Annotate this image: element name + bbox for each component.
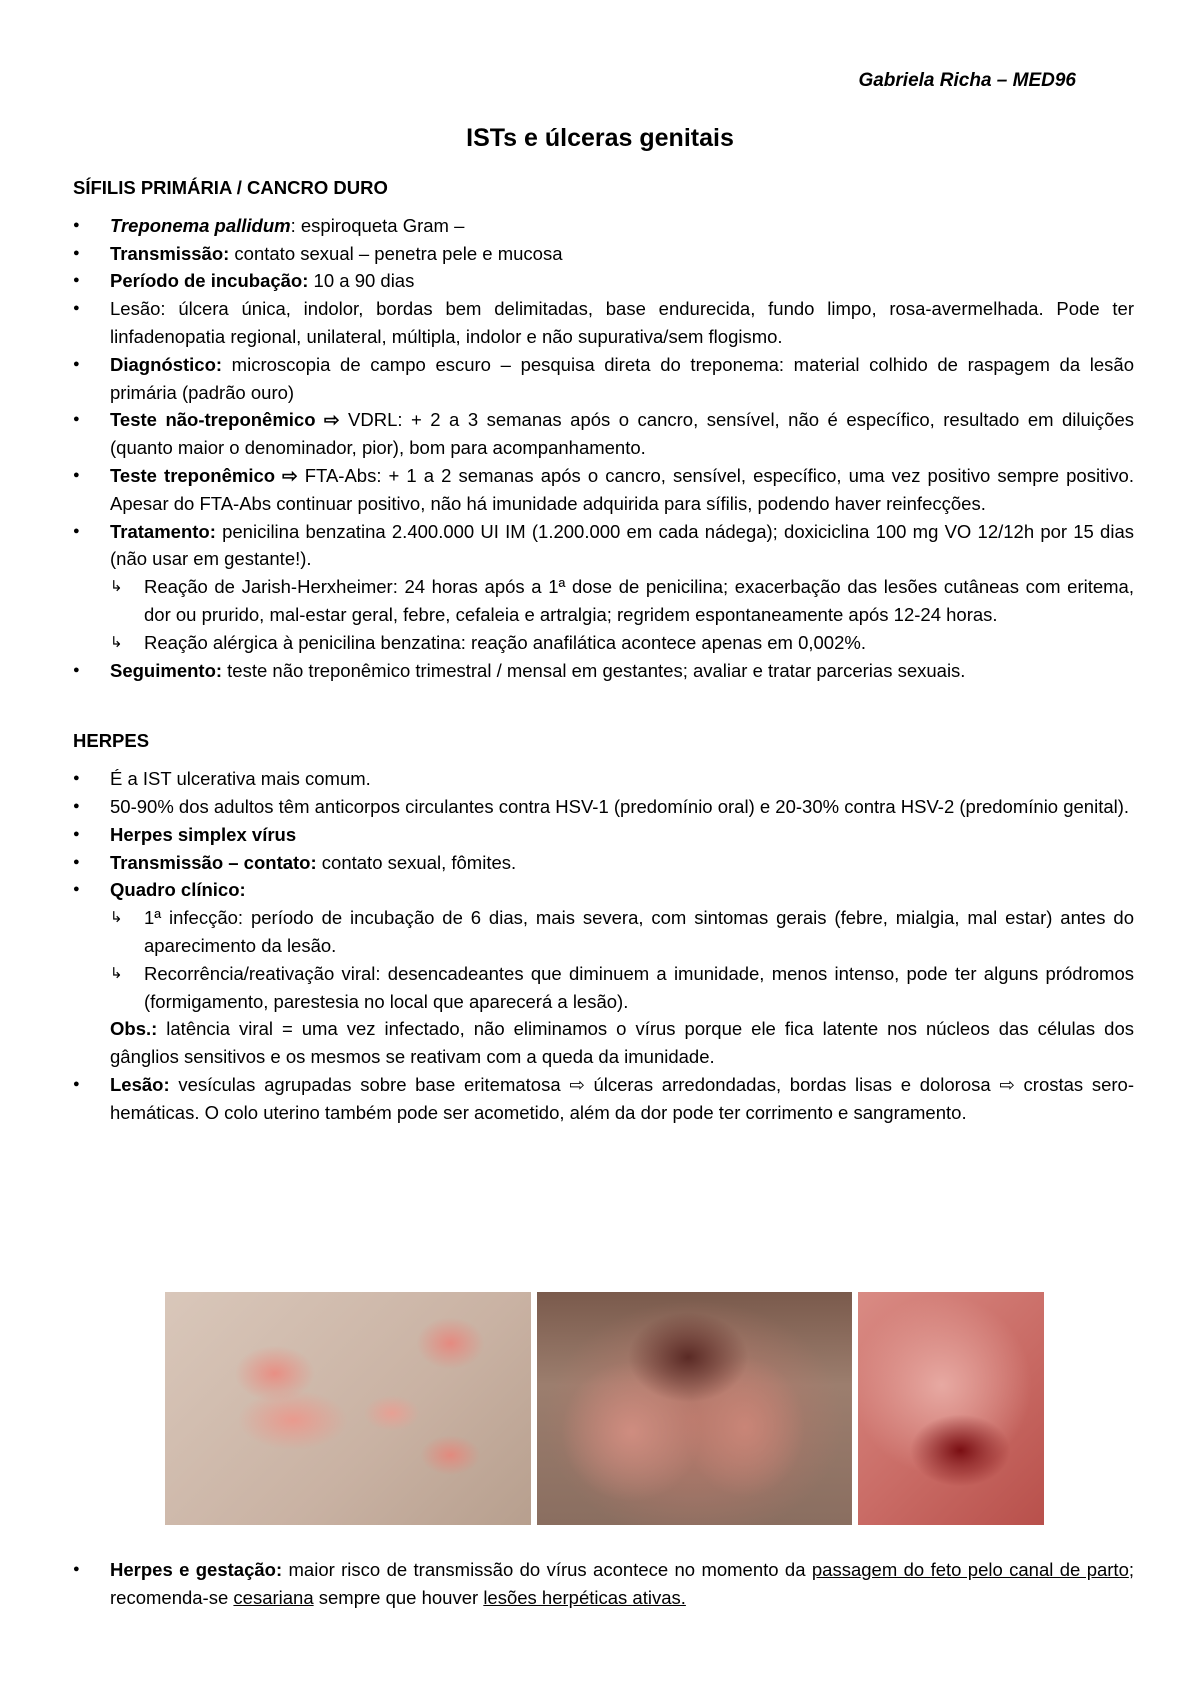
sifilis-list	[73, 212, 1134, 685]
curved-arrow-icon: ↳	[110, 578, 123, 596]
list-item: ● Herpes simplex vírus	[73, 821, 1134, 849]
sub-list-item: ↳ Reação alérgica à penicilina benzatina: reação anafilática acontece apenas em 0,002%.	[110, 629, 1134, 657]
herpes-list	[73, 765, 1134, 1126]
section-heading-herpes: HERPES	[73, 730, 150, 752]
list-item: ● Tratamento: penicilina benzatina 2.400.000 UI IM (1.200.000 em cada nádega); doxiciclina 100 mg VO 12/12h por 15 dias (não usar em gestante!). ↳ Reação de Jarish-Herxheimer: 24 horas após a 1ª dose de penicilina; exacerbação das lesões cutâneas com eritema, dor ou prurido, mal-estar geral, febre, cefaleia e artralgia; regridem espontaneamente após 12-24 horas. ↳ Reação alérgica à penicilina benzatina: reação anafilática acontece apenas em 0,002%.	[73, 518, 1134, 657]
curved-arrow-icon: ↳	[110, 633, 123, 651]
list-item: ● Treponema pallidum: espiroqueta Gram –	[73, 212, 1134, 240]
sub-list	[110, 573, 1134, 656]
obs-note: Obs.: latência viral = uma vez infectado, não eliminamos o vírus porque ele fica latente nos núcleos das células dos gânglios sensitivos e os mesmos se reativam com a queda da imunidade.	[110, 1018, 1134, 1068]
list-item: ● Período de incubação: 10 a 90 dias	[73, 267, 1134, 295]
photo-skin-vesicles	[165, 1292, 531, 1525]
list-item: ● Seguimento: teste não treponêmico trimestral / mensal em gestantes; avaliar e tratar parcerias sexuais.	[73, 657, 1134, 685]
section-heading-sifilis: SÍFILIS PRIMÁRIA / CANCRO DURO	[73, 177, 388, 198]
list-item: ● Teste não-treponêmico ⇨ VDRL: + 2 a 3 semanas após o cancro, sensível, não é específico, resultado em diluições (quanto maior o denominador, pior), bom para acompanhamento.	[73, 406, 1134, 462]
page-title: ISTs e úlceras genitais	[466, 124, 734, 152]
list-item: ● Herpes e gestação: maior risco de transmissão do vírus acontece no momento da passagem do feto pelo canal de parto; recomenda-se cesariana sempre que houver lesões herpéticas ativas.	[73, 1556, 1134, 1612]
sub-list-item: ↳ Recorrência/reativação viral: desencadeantes que diminuem a imunidade, menos intenso, pode ter alguns pródromos (formigamento, parestesia no local que aparecerá a lesão).	[110, 960, 1134, 1016]
list-item: ● Transmissão: contato sexual – penetra pele e mucosa	[73, 240, 1134, 268]
herpes-gestacao-list	[73, 1556, 1134, 1612]
photo-genital-lesions	[537, 1292, 852, 1525]
list-item: ● Transmissão – contato: contato sexual, fômites.	[73, 849, 1134, 877]
curved-arrow-icon: ↳	[110, 964, 123, 982]
author-header: Gabriela Richa – MED96	[858, 70, 1076, 91]
list-item: ● Teste treponêmico ⇨ FTA-Abs: + 1 a 2 semanas após o cancro, sensível, específico, uma vez positivo sempre positivo. Apesar do FTA-Abs continuar positivo, não há imunidade adquirida para sífilis, podendo haver reinfecções.	[73, 462, 1134, 518]
photo-cervix-lesion	[858, 1292, 1044, 1525]
clinical-photos	[165, 1292, 1044, 1525]
sub-list-item: ↳ 1ª infecção: período de incubação de 6 dias, mais severa, com sintomas gerais (febre, mialgia, mal estar) antes do aparecimento da lesão.	[110, 904, 1134, 960]
list-item: ● É a IST ulcerativa mais comum.	[73, 765, 1134, 793]
list-item: ● Lesão: vesículas agrupadas sobre base eritematosa ⇨ úlceras arredondadas, bordas lisas e dolorosa ⇨ crostas sero-hemáticas. O colo uterino também pode ser acometido, além da dor pode ter corrimento e sangramento.	[73, 1071, 1134, 1127]
sub-list	[110, 904, 1134, 1015]
list-item: ● 50-90% dos adultos têm anticorpos circulantes contra HSV-1 (predomínio oral) e 20-30% contra HSV-2 (predomínio genital).	[73, 793, 1134, 821]
document-body	[73, 174, 1134, 1127]
list-item: ● Quadro clínico: ↳ 1ª infecção: período de incubação de 6 dias, mais severa, com sintomas gerais (febre, mialgia, mal estar) antes do aparecimento da lesão. ↳ Recorrência/reativação viral: desencadeantes que diminuem a imunidade, menos intenso, pode ter alguns pródromos (formigamento, parestesia no local que aparecerá a lesão). Obs.: latência viral = uma vez infectado, não eliminamos o vírus porque ele fica latente nos núcleos das células dos gânglios sensitivos e os mesmos se reativam com a queda da imunidade.	[73, 876, 1134, 1071]
list-item: ● Lesão: úlcera única, indolor, bordas bem delimitadas, base endurecida, fundo limpo, rosa-avermelhada. Pode ter linfadenopatia regional, unilateral, múltipla, indolor e não supurativa/sem flogismo.	[73, 295, 1134, 351]
sub-list-item: ↳ Reação de Jarish-Herxheimer: 24 horas após a 1ª dose de penicilina; exacerbação das lesões cutâneas com eritema, dor ou prurido, mal-estar geral, febre, cefaleia e artralgia; regridem espontaneamente após 12-24 horas.	[110, 573, 1134, 629]
list-item: ● Diagnóstico: microscopia de campo escuro – pesquisa direta do treponema: material colhido de raspagem da lesão primária (padrão ouro)	[73, 351, 1134, 407]
curved-arrow-icon: ↳	[110, 909, 123, 927]
